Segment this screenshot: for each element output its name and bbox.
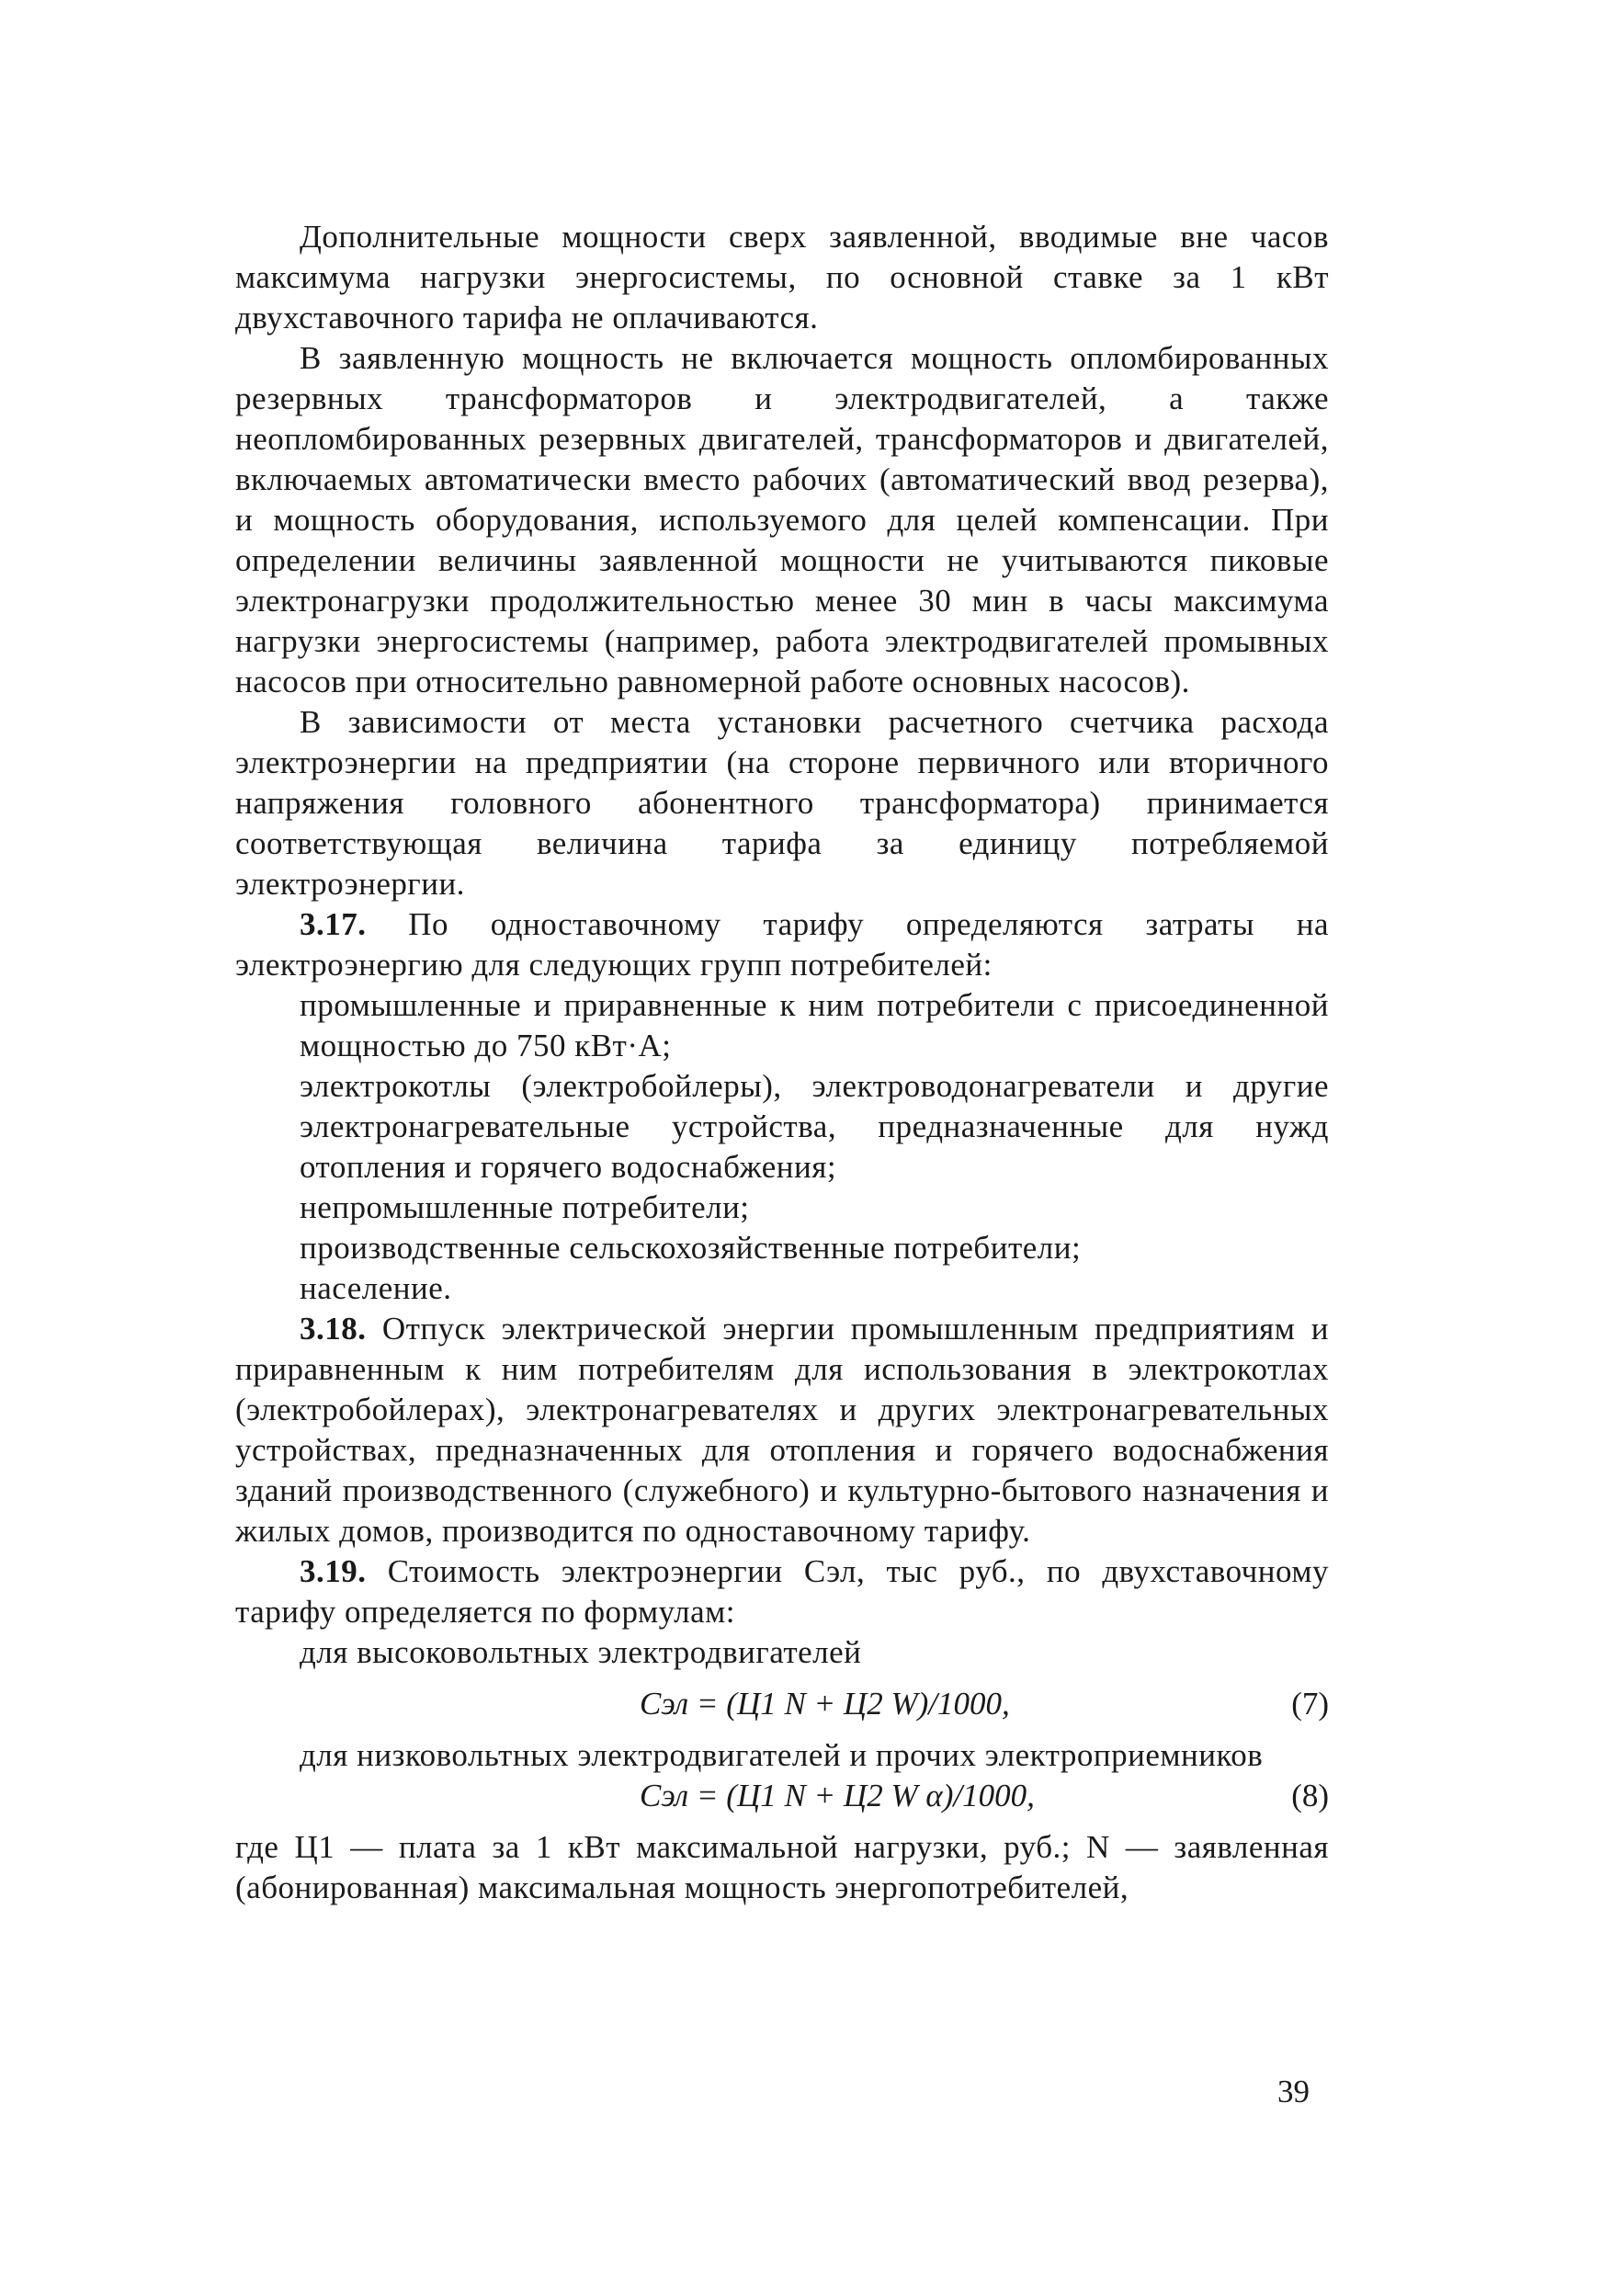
paragraph-additional-power: Дополнительные мощности сверх заявленной, вводимые вне часов максимума нагрузки энергосистемы, по основной ставке за 1 кВт двухставочного тарифа не оплачиваются. bbox=[235, 219, 1329, 335]
list-item: производственные сельскохозяйственные потребители; bbox=[300, 1230, 1082, 1266]
page-number: 39 bbox=[1277, 2074, 1310, 2109]
formula-7-number: (7) bbox=[1291, 1686, 1329, 1722]
formula-7-label: для высоковольтных электродвигателей bbox=[300, 1634, 862, 1670]
formula-7-expression: Cэл = (Ц1 N + Ц2 W)/1000, bbox=[640, 1686, 1010, 1722]
paragraph-meter-location: В зависимости от места установки расчетного счетчика расхода электроэнергии на предприятии (на стороне первичного или вторичного напряжения головного абонентного трансформатора) принимается соответствующая величина тарифа за единицу потребляемой электроэнергии. bbox=[235, 704, 1329, 902]
section-3-17-number: 3.17. bbox=[300, 906, 367, 942]
section-3-17-intro bbox=[235, 904, 1329, 985]
paragraph-declared-power: В заявленную мощность не включается мощность опломбированных резервных трансформаторов и электродвигателей, а также неопломбированных резервных двигателей, трансформаторов и двигателей, включаемых автоматически вместо рабочих (автоматический ввод резерва), и мощность оборудования, используемого для целей компенсации. При определении величины заявленной мощности не учитываются пиковые электронагрузки продолжительностью менее 30 мин в часы максимума нагрузки энергосистемы (например, работа электродвигателей промывных насосов при относительно равномерной работе основных насосов). bbox=[235, 340, 1329, 699]
formula-8-number: (8) bbox=[1291, 1778, 1329, 1813]
section-3-18 bbox=[235, 1309, 1329, 1552]
section-3-17-text: По одноставочному тарифу определяются затраты на электроэнергию для следующих групп потребителей: bbox=[235, 906, 1329, 983]
section-3-19-number: 3.19. bbox=[300, 1553, 367, 1589]
formula-where-clause: где Ц1 — плата за 1 кВт максимальной нагрузки, руб.; N — заявленная (абонированная) максимальная мощность энергопотребителей, bbox=[235, 1829, 1329, 1905]
formula-8-expression: Cэл = (Ц1 N + Ц2 W α)/1000, bbox=[640, 1778, 1035, 1813]
list-item: население. bbox=[300, 1270, 452, 1306]
document-page bbox=[235, 217, 1329, 1908]
list-item: непромышленные потребители; bbox=[300, 1189, 750, 1225]
section-3-19-intro bbox=[235, 1552, 1329, 1632]
formula-8 bbox=[235, 1776, 1329, 1816]
section-3-19-text: Стоимость электроэнергии Сэл, тыс руб., по двухставочному тарифу определяется по формулам: bbox=[235, 1553, 1329, 1630]
formula-7 bbox=[235, 1684, 1329, 1724]
formula-8-label: для низковольтных электродвигателей и прочих электроприемников bbox=[300, 1737, 1264, 1773]
list-item: электрокотлы (электробойлеры), электроводонагреватели и другие электронагревательные устройства, предназначенные для нужд отопления и горячего водоснабжения; bbox=[300, 1068, 1329, 1185]
section-3-18-text: Отпуск электрической энергии промышленным предприятиям и приравненным к ним потребителям для использования в электрокотлах (электробойлерах), электронагревателях и других электронагревательных устройствах, предназначенных для отопления и горячего водоснабжения зданий производственного (служебного) и культурно-бытового назначения и жилых домов, производится по одноставочному тарифу. bbox=[235, 1311, 1329, 1549]
section-3-18-number: 3.18. bbox=[300, 1311, 367, 1347]
list-item: промышленные и приравненные к ним потребители с присоединенной мощностью до 750 кВт·А; bbox=[300, 987, 1329, 1063]
